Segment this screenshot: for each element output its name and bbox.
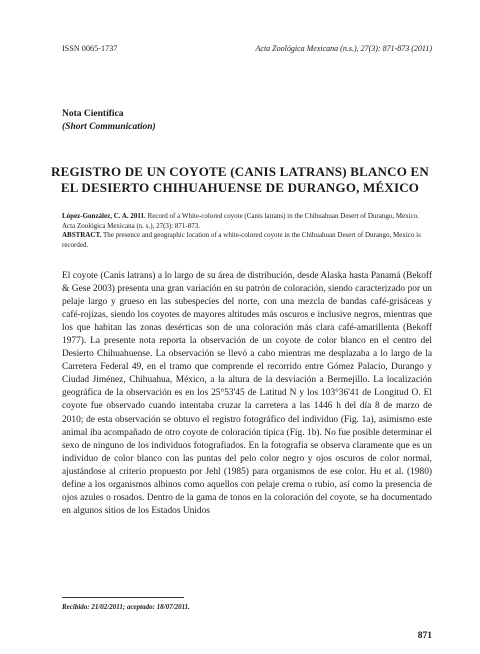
abstract-label: ABSTRACT.	[62, 231, 102, 239]
journal-reference: Acta Zoológica Mexicana (n.s.), 27(3): 871-873 (2011)	[255, 44, 432, 53]
title-line-1: REGISTRO DE UN COYOTE (CANIS LATRANS) BLANCO EN	[51, 164, 429, 179]
section-label: Nota Científica	[62, 109, 124, 119]
body-text	[62, 270, 432, 518]
article-title	[50, 164, 430, 196]
title-line-2: EL DESIERTO CHIHUAHUENSE DE DURANGO, MÉXICO	[60, 180, 420, 195]
citation-reference: Record of a White-colored coyote (Canis latrans) in the Chihuahuan Desert of Durango, Mexico. Acta Zoológica Mexicana (n. s.), 27(3): 871-873.	[62, 212, 419, 230]
section-label-english: (Short Communication)	[62, 122, 156, 132]
page-number: 871	[417, 631, 432, 641]
citation-block	[62, 212, 432, 250]
received-accepted-footnote: Recibido: 21/02/2011; aceptado: 18/07/2011.	[62, 603, 190, 611]
issn: ISSN 0065-1737	[62, 44, 118, 53]
abstract-text: The presence and geographic location of a white-colored coyote in the Chihuahuan Desert of Durango, Mexico is recorded.	[62, 231, 421, 249]
footnote-divider	[62, 597, 184, 598]
body-paragraph: El coyote (Canis latrans) a lo largo de su área de distribución, desde Alaska hasta Panamá (Bekoff & Gese 2003) presenta una gran variación en su patrón de coloración, siendo caracterizado por un pelaje largo y grueso en las subespecies del norte, con una mezcla de bandas café-grisáceas y café-rojizas, siendo los coyotes de mayores altitudes más oscuros e inclusive negros, mientras que los que habitan las zonas desérticas son de una coloración más clara café-amarillenta (Bekoff 1977). La presente nota reporta la observación de un coyote de color blanco en el centro del Desierto Chihuahuense. La observación se llevó a cabo mientras me desplazaba a lo largo de la Carretera Federal 49, en el tramo que comprende el recorrido entre Gómez Palacio, Durango y Ciudad Jiménez, Chihuahua, México, a la altura de la desviación a Bermejillo. La localización geográfica de la observación es en los 25°53'45 de Latitud N y los 103°36'41 de Longitud O. El coyote fue observado cuando intentaba cruzar la carretera a las 1446 h del día 8 de marzo de 2010; de esta observación se obtuvo el registro fotográfico del individuo (Fig. 1a), asimismo este animal iba acompañado de otro coyote de coloración típica (Fig. 1b). No fue posible determinar el sexo de ninguno de los individuos fotografiados. En la fotografía se observa claramente que es un individuo de color blanco con las puntas del pelo color negro y ojos oscuros de color normal, ajustándose al criterio propuesto por Jehl (1985) para organismos de ese color. Hu et al. (1980) define a los organismos albinos como aquellos con pelaje crema o rubio, así como la presencia de ojos azules o rosados. Dentro de la gama de tonos en la coloración del coyote, se ha documentado en algunos sitios de los Estados Unidos	[62, 271, 432, 516]
citation-authors: López-González, C. A. 2011.	[62, 212, 146, 220]
